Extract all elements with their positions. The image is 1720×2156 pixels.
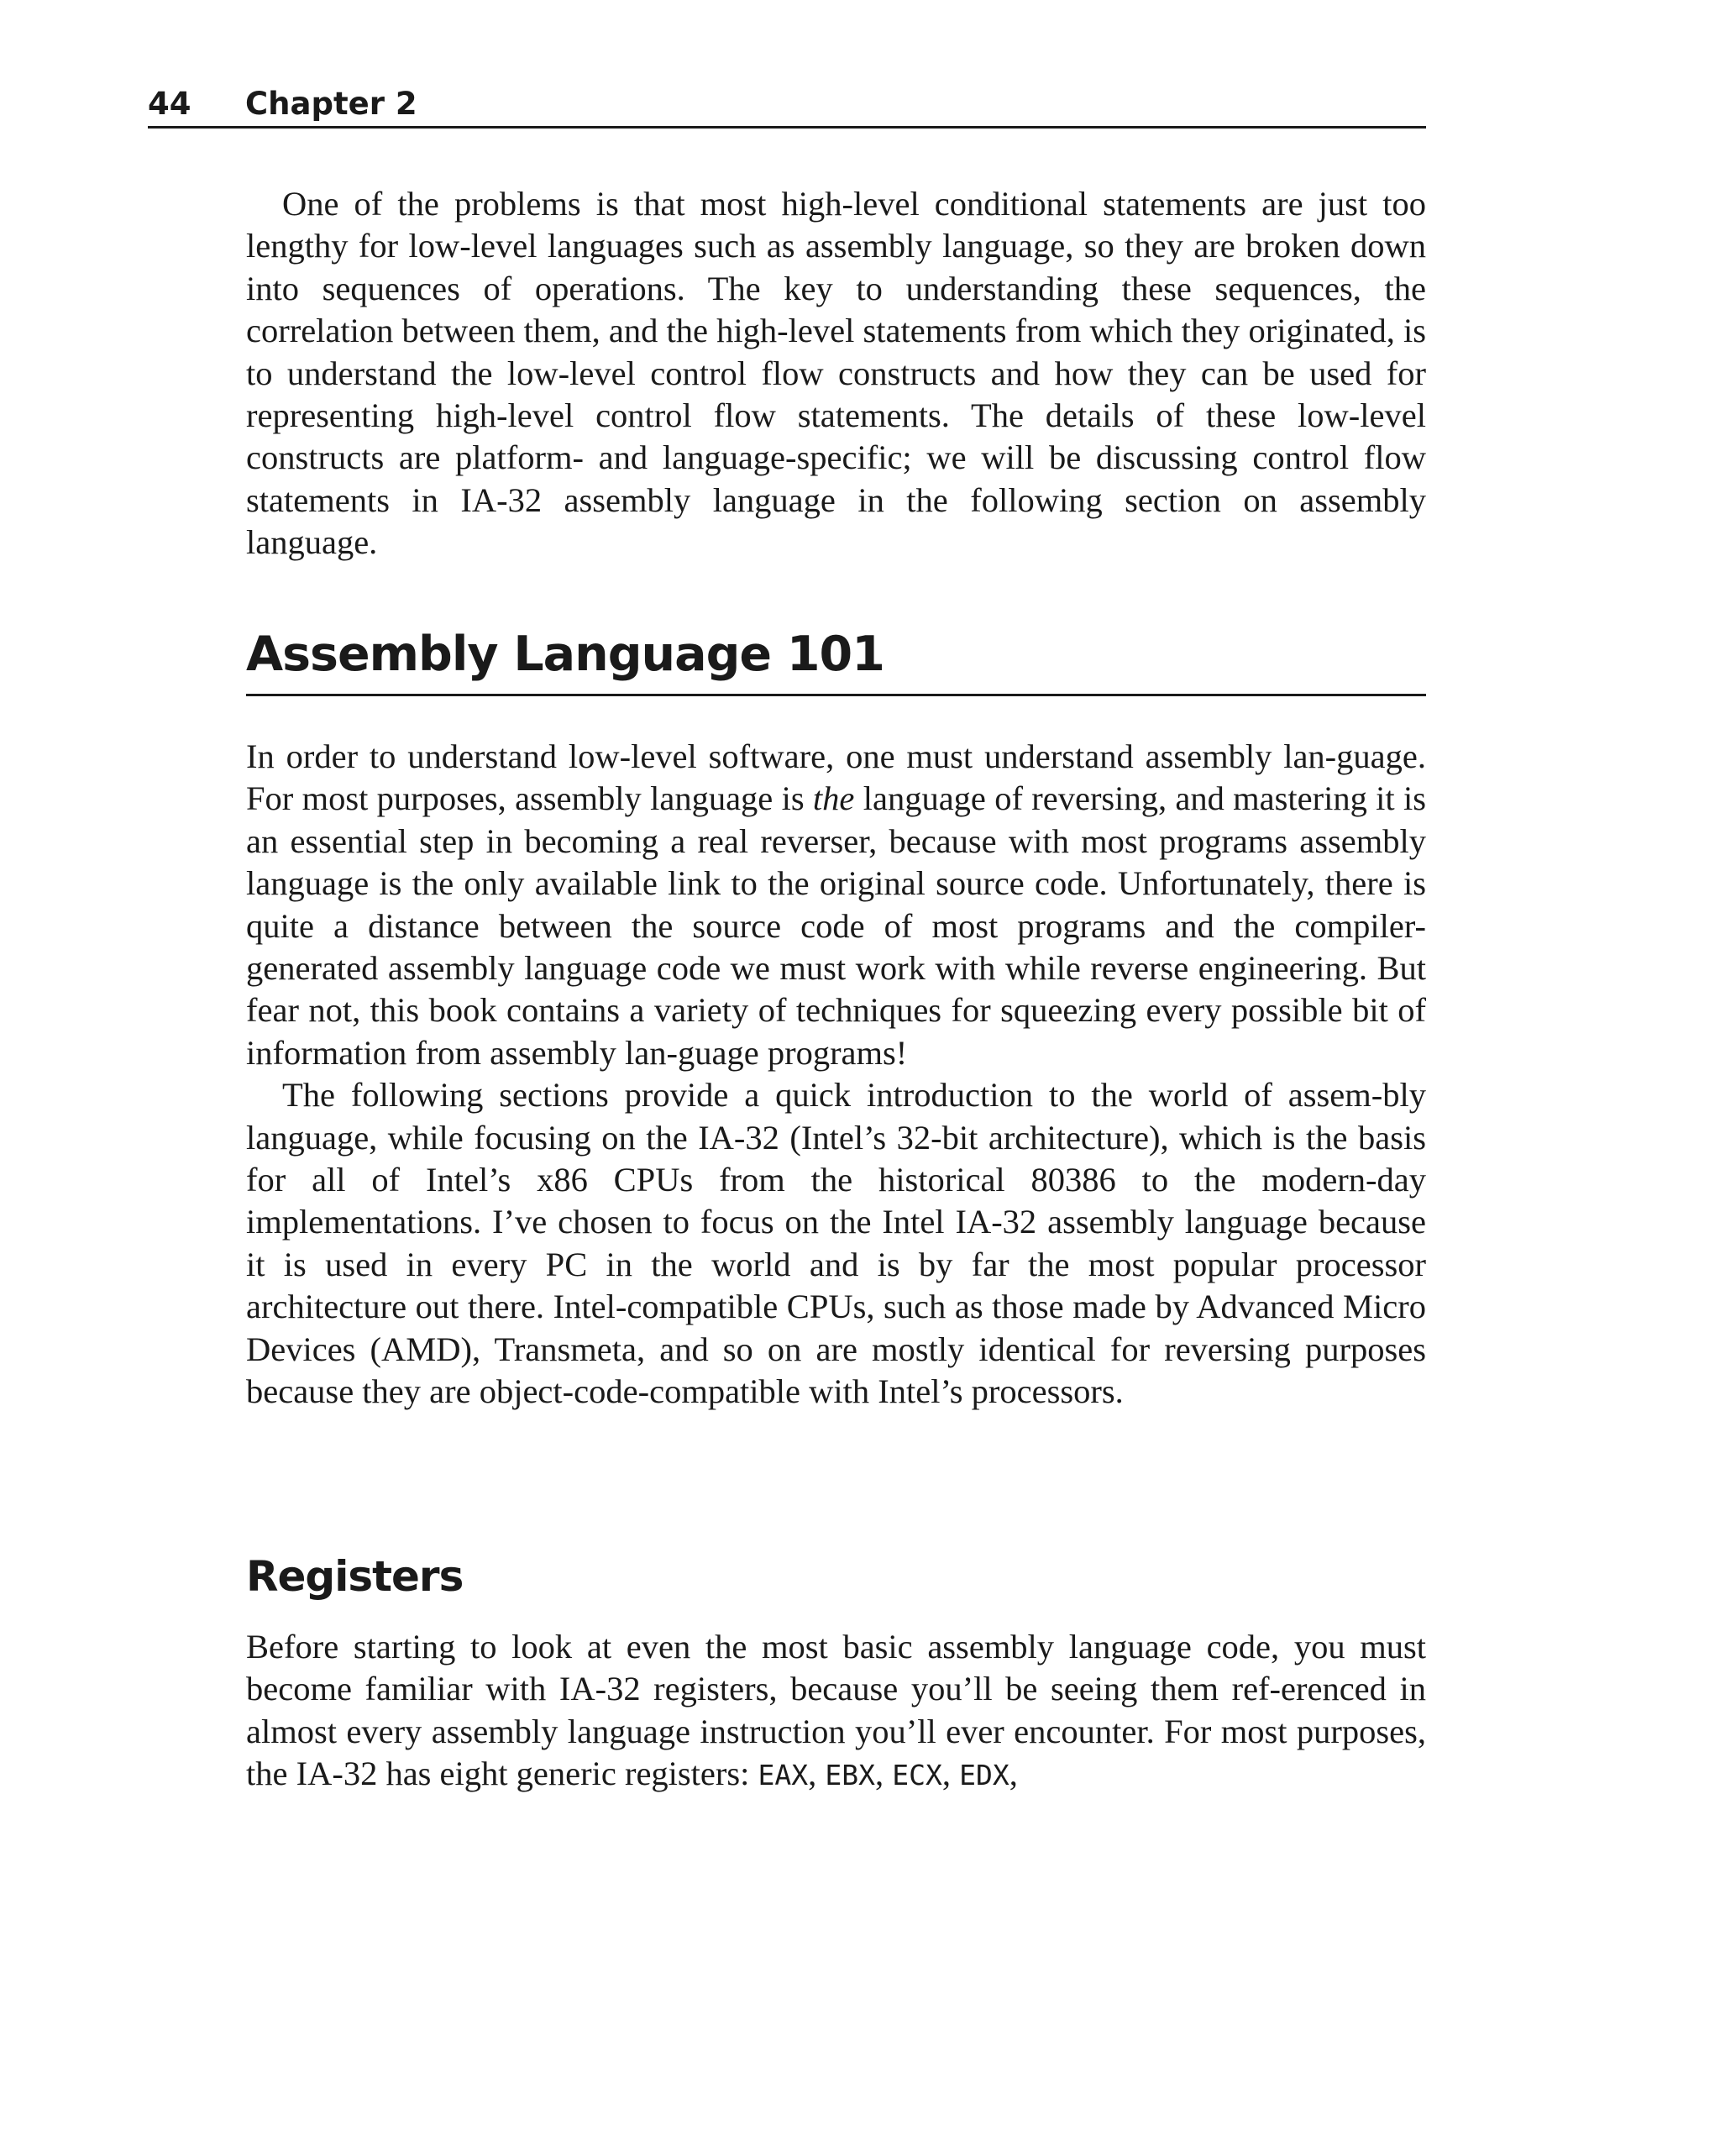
assembly-p1-text-a: In order to understand low-level software, one must understand assembly lan-guage. For most purposes, assembly language is	[246, 737, 1426, 818]
assembly-paragraph-2: The following sections provide a quick introduction to the world of assem-bly language, while focusing on the IA-32 (Intel’s 32-bit architecture), which is the basis for all of Intel’s x86 CPUs from the historical 80386 to the modern-day implementations. I’ve chosen to focus on the Intel IA-32 assembly language because it is used in every PC in the world and is by far the most popular processor architecture out there. Intel-compatible CPUs, such as those made by Advanced Micro Devices (AMD), Transmeta, and so on are mostly identical for reversing purposes because they are object-code-compatible with Intel’s processors.	[246, 1076, 1426, 1411]
register-eax: EAX	[758, 1759, 809, 1792]
assembly-paragraph-1	[246, 736, 1426, 1074]
intro-block	[246, 183, 1426, 564]
registers-section-body	[246, 1626, 1426, 1797]
assembly-p1-text-b: language of reversing, and mastering it is an essential step in becoming a real reverser, because with most programs assembly language is the only available link to the original source code. Unfortunately, there is quite a distance between the source code of most programs and the compiler-generated assembly language code we must work with while reverse engineering. But fear not, this book contains a variety of techniques for squeezing every possible bit of information from assembly lan-guage programs!	[246, 779, 1426, 1072]
registers-paragraph	[246, 1626, 1426, 1797]
assembly-section-header	[246, 625, 1426, 696]
register-edx: EDX	[959, 1759, 1009, 1792]
assembly-section-body	[246, 736, 1426, 1414]
assembly-p1-emphasis: the	[812, 779, 855, 818]
section-heading-assembly: Assembly Language 101	[246, 625, 1426, 696]
running-header	[148, 82, 1426, 129]
register-separator: ,	[875, 1755, 893, 1793]
subsection-heading-registers: Registers	[246, 1552, 464, 1601]
chapter-label: Chapter 2	[245, 86, 417, 122]
page-number: 44	[148, 86, 191, 122]
registers-p1-text: Before starting to look at even the most basic assembly language code, you must become familiar with IA-32 registers, because you’ll be seeing them ref-erenced in almost every assembly language instruction you’ll ever encounter. For most purposes, the IA-32 has eight generic registers:	[246, 1628, 1426, 1793]
register-separator: ,	[941, 1755, 960, 1793]
register-ecx: ECX	[892, 1759, 942, 1792]
register-ebx: EBX	[825, 1759, 876, 1792]
intro-paragraph: One of the problems is that most high-level conditional statements are just too lengthy for low-level languages such as assembly language, so they are broken down into sequences of operations. The key to understanding these sequences, the correlation between them, and the high-level statements from which they originated, is to understand the low-level control flow constructs and how they can be used for representing high-level control flow statements. The details of these low-level constructs are platform- and language-specific; we will be discussing control flow statements in IA-32 assembly language in the following section on assembly language.	[246, 185, 1426, 562]
register-separator: ,	[808, 1755, 826, 1793]
registers-trailing-comma: ,	[1009, 1755, 1018, 1793]
registers-section-header	[246, 1550, 1426, 1603]
